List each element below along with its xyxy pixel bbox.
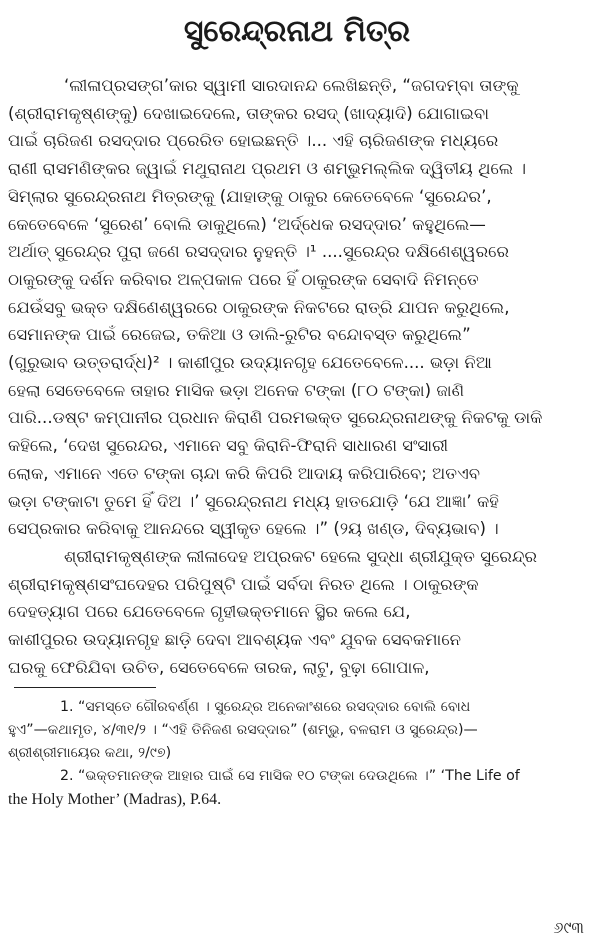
text-line: ସେମାନଙ୍କ ପାଇଁ ରେଜେଇ, ତକିଆ ଓ ଡାଲି-ରୁଟିର ବନ୍ଦୋବସ୍ତ କରୁଥିଲେ” xyxy=(8,325,471,345)
text-line: ଠାକୁରଙ୍କୁ ଦର୍ଶନ କରିବାର ଅଳ୍ପକାଳ ପରେ ହିଁ ଠାକୁରଙ୍କ ସେବାଦି ନିମନ୍ତେ xyxy=(8,269,479,289)
footnote-line: 1. “ସମସ୍ତେ ଗୌରବର୍ଣ୍ଣ । ସୁରେନ୍ଦ୍ର ଅନେକାଂଶରେ ରସଦ୍‌ଦାର ବୋଲି ବୋଧ xyxy=(60,699,471,716)
body-text xyxy=(8,72,586,681)
footnotes xyxy=(8,696,586,811)
text-line: କହିଲେ, ‘ଦେଖ ସୁରେନ୍ଦର, ଏମାନେ ସବୁ କିରାନି-ଫିରାନି ସାଧାରଣ ସଂସାରୀ xyxy=(8,436,449,456)
text-line: ହେଲା ସେତେବେଳେ ତାହାର ମାସିକ ଭଡ଼ା ଅନେକ ଟଙ୍କା (୮୦ ଟଙ୍କା) ଜାଣି xyxy=(8,380,465,400)
text-line: ଦେହତ୍ୟାଗ ପରେ ଯେତେବେଳେ ଗୃହୀଭକ୍ତମାନେ ସ୍ଥିର କଲେ ଯେ, xyxy=(8,602,411,622)
text-line: ସେପ୍ରକାର କରିବାକୁ ଆନନ୍ଦରେ ସ୍ୱୀକୃତ ହେଲେ ।” (୨ୟ ଖଣ୍ଡ, ଦିବ୍ୟଭାବ) । xyxy=(8,519,499,539)
text-line: (ଗୁରୁଭାବ ଉତ୍ତରାର୍ଦ୍ଧ)² । କାଶୀପୁର ଉଦ୍ୟାନଗୃହ ଯେତେବେଳେ.... ଭଡ଼ା ନିଆ xyxy=(8,353,492,373)
text-line: ଅର୍ଥାତ୍ ସୁରେନ୍ଦ୍ର ପୁରା ଜଣେ ରସଦ୍‌ଦାର ନୁହନ୍ତି ।¹ ....ସୁରେନ୍ଦ୍ର ଦକ୍ଷିଣେଶ୍ୱରରେ xyxy=(8,242,510,262)
footnote-2 xyxy=(8,765,586,811)
text-line: ପାରି...ଡଷ୍ଟ କମ୍ପାନୀର ପ୍ରଧାନ କିରାଣି ପରମଭକ୍ତ ସୁରେନ୍ଦ୍ରନାଥଙ୍କୁ ନିକଟକୁ ଡାକି xyxy=(8,408,543,428)
footnote-1 xyxy=(8,696,586,765)
text-line: ରାଣୀ ରାସମଣିଙ୍କର ଜ୍ୱାଇଁ ମଥୁରାନାଥ ପ୍ରଥମ ଓ ଶମ୍ଭୁମଲ୍ଲିକ ଦ୍ୱିତୀୟ ଥିଲେ । xyxy=(8,159,527,179)
footnote-line: 2. “ଭକ୍ତମାନଙ୍କ ଆହାର ପାଇଁ ସେ ମାସିକ ୧୦ ଟଙ୍କା ଦେଉଥିଲେ ।” ‘The Life of xyxy=(60,768,520,785)
text-line: ଭଡ଼ା ଟଙ୍କାଟା ତୁମେ ହିଁ ଦିଅ ।’ ସୁରେନ୍ଦ୍ରନାଥ ମଧ୍ୟ ହାତଯୋଡ଼ି ‘ଯେ ଆଜ୍ଞା’ କହି xyxy=(8,491,499,511)
text-line: ଯେଉଁସବୁ ଭକ୍ତ ଦକ୍ଷିଣେଶ୍ୱରରେ ଠାକୁରଙ୍କ ନିକଟରେ ରାତ୍ରି ଯାପନ କରୁଥିଲେ, xyxy=(8,297,510,317)
text-line: ଶ୍ରୀରାମକୃଷ୍ଣସଂଘଦେହର ପରିପୁଷ୍ଟି ପାଇଁ ସର୍ବଦା ନିରତ ଥିଲେ । ଠାକୁରଙ୍କ xyxy=(8,574,479,594)
paragraph-2 xyxy=(8,543,586,682)
text-line: (ଶ୍ରୀରାମକୃଷ୍ଣଙ୍କୁ) ଦେଖାଇଦେଲେ, ତାଙ୍କର ରସଦ୍ (ଖାଦ୍ୟାଦି) ଯୋଗାଇବା xyxy=(8,103,489,123)
page-title: ସୁରେନ୍ଦ୍ରନାଥ ମିତ୍ର xyxy=(183,14,411,49)
footnote-line: ଶ୍ରୀଶ୍ରୀମାୟେର କଥା, ୨/୯୭) xyxy=(8,745,172,762)
page-number: ୬୯୩ xyxy=(553,918,584,937)
text-line: ଘରକୁ ଫେରିଯିବା ଉଚିତ, ସେତେବେଳେ ତାରକ, ଲାଟୁ, ବୁଢ଼ା ଗୋପାଳ, xyxy=(8,657,430,677)
text-line: କେତେବେଳେ ‘ସୁରେଶ’ ବୋଲି ଡାକୁଥିଲେ) ‘ଅର୍ଦ୍ଧେକ ରସଦ୍‌ଦାର’ କହୁଥିଲେ— xyxy=(8,214,486,234)
footnote-divider xyxy=(14,687,156,688)
text-line: ପାଇଁ ଚାରିଜଣ ରସଦ୍‌ଦାର ପ୍ରେରିତ ହୋଇଛନ୍ତି ।... ଏହି ଚାରିଜଣଙ୍କ ମଧ୍ୟରେ xyxy=(8,131,499,151)
text-line: ସିମ୍ଲାର ସୁରେନ୍ଦ୍ରନାଥ ମିତ୍ରଙ୍କୁ (ଯାହାଙ୍କୁ ଠାକୁର କେତେବେଳେ ‘ସୁରେନ୍ଦର’, xyxy=(8,186,492,206)
text-line: ଲୋକ, ଏମାନେ ଏତେ ଟଙ୍କା ଚାନ୍ଦା କରି କିପରି ଆଦାୟ କରିପାରିବେ; ଅତଏବ xyxy=(8,463,481,483)
footnote-line: ହୁଏ”—କଥାମୃତ, ୪/୩୧/୨ । “ଏହି ତିନିଜଣ ରସଦ୍‌ଦାର” (ଶମ୍ଭୁ, ବଳରାମ ଓ ସୁରେନ୍ଦ୍ର)— xyxy=(8,722,478,739)
text-line: ଶ୍ରୀରାମକୃଷ୍ଣଙ୍କ ଲୀଳାଦେହ ଅପ୍ରକଟ ହେଲେ ସୁଦ୍ଧା ଶ୍ରୀଯୁକ୍ତ ସୁରେନ୍ଦ୍ର xyxy=(64,546,538,566)
text-line: ‘ଲୀଳାପ୍ରସଙ୍ଗ’କାର ସ୍ୱାମୀ ସାରଦାନନ୍ଦ ଲେଖିଛନ୍ତି, “ଜଗଦମ୍ବା ତାଙ୍କୁ xyxy=(64,76,519,95)
paragraph-1 xyxy=(8,72,586,543)
footnote-line: the Holy Mother’ (Madras), P.64. xyxy=(8,791,222,809)
text-line: କାଶୀପୁରର ଉଦ୍ୟାନଗୃହ ଛାଡ଼ି ଦେବା ଆବଶ୍ୟକ ଏବଂ ଯୁବକ ସେବକମାନେ xyxy=(8,630,462,650)
